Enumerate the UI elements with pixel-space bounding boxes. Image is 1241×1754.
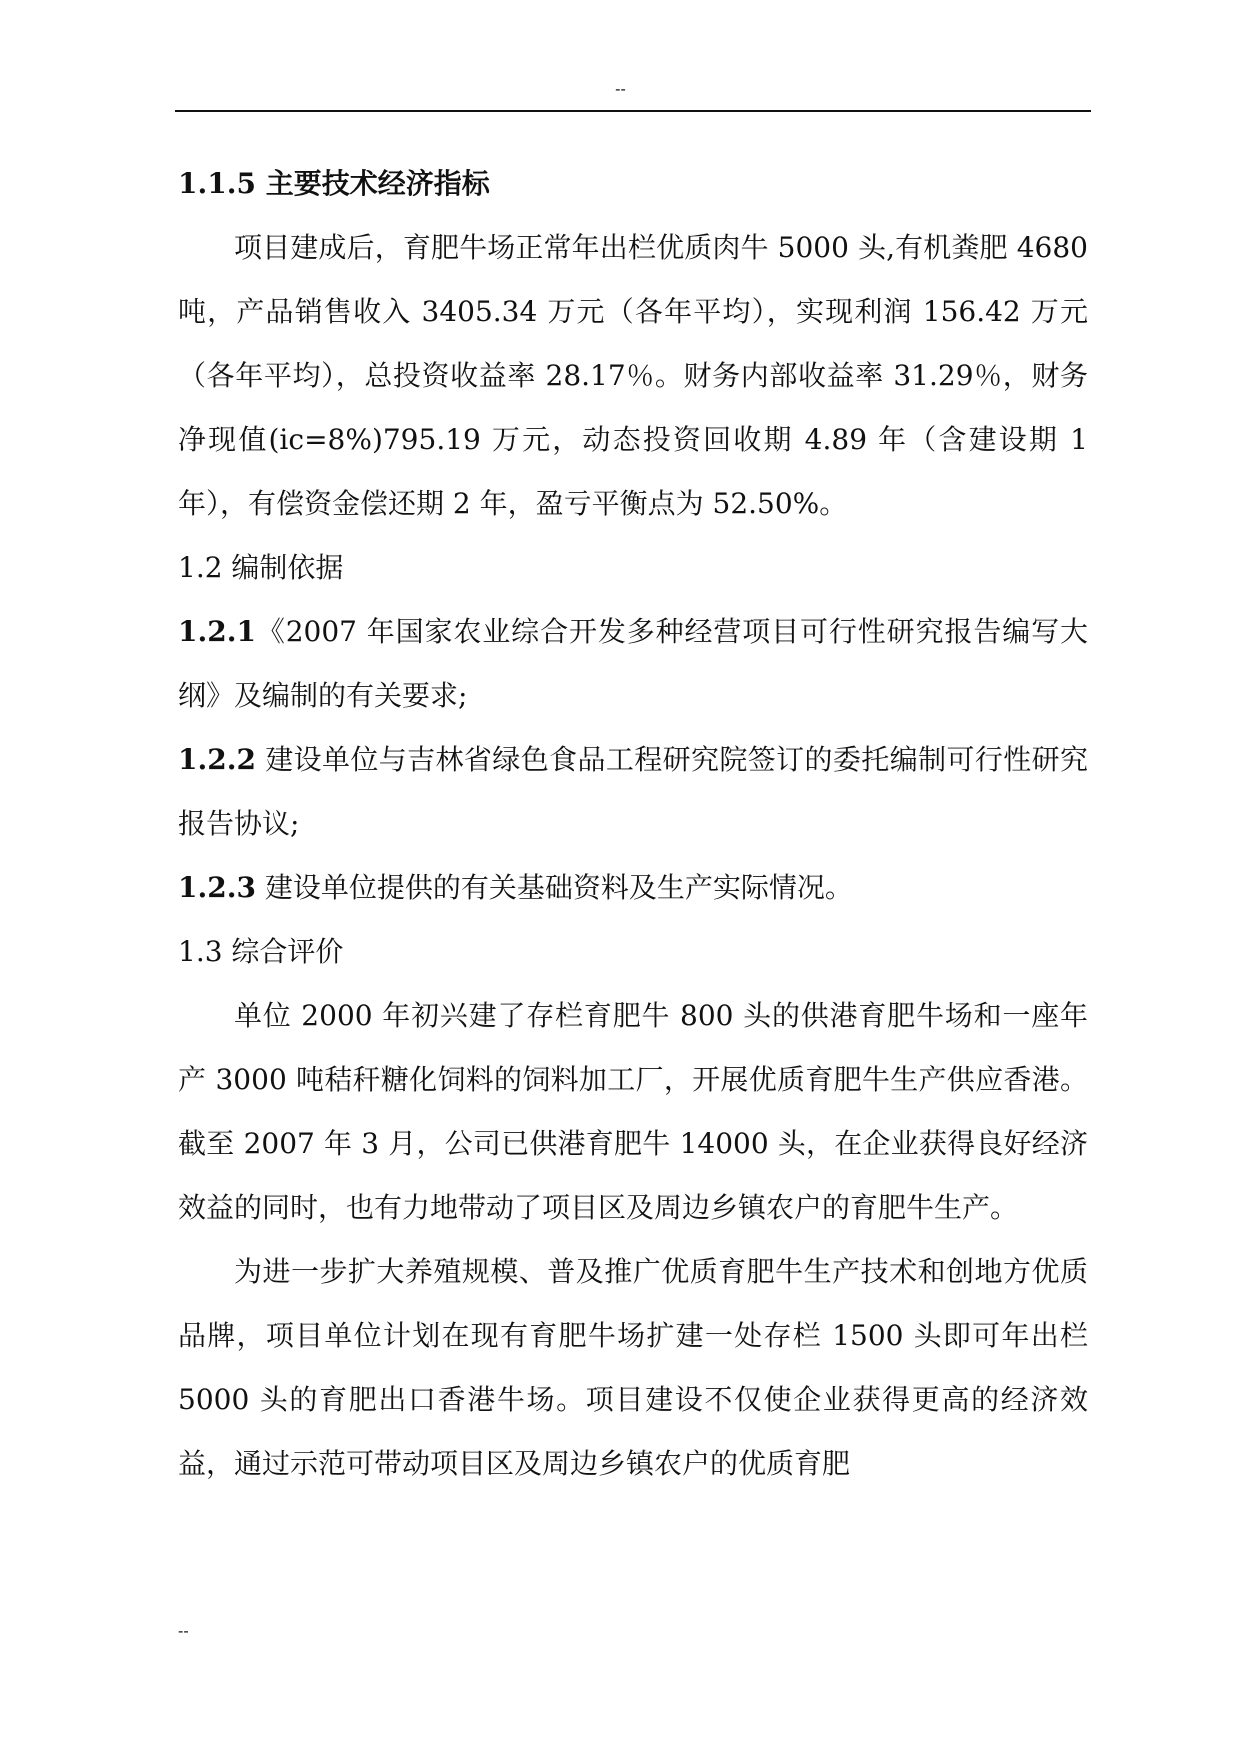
list-item-1-2-3 <box>178 856 1088 920</box>
section-heading-1-1-5: 1.1.5 主要技术经济指标 <box>178 167 490 200</box>
list-item-number: 1.2.1 <box>178 615 256 648</box>
list-item-1-2-1 <box>178 600 1088 728</box>
list-item-text: 建设单位提供的有关基础资料及生产实际情况。 <box>255 871 853 904</box>
header-rule <box>175 110 1091 112</box>
section-paragraph-1-3-a: 单位 2000 年初兴建了存栏育肥牛 800 头的供港育肥牛场和一座年产 3000 吨秸秆糖化饲料的饲料加工厂，开展优质育肥牛生产供应香港。截至 2007 年 3 月，公司已供港育肥牛 14000 头，在企业获得良好经济效益的同时，也有力地带动了项目区及周边乡镇农户的育肥牛生产。 <box>178 999 1088 1224</box>
list-item-text: 《2007 年国家农业综合开发多种经营项目可行性研究报告编写大纲》及编制的有关要求; <box>178 615 1088 712</box>
section-paragraph-1-3-b: 为进一步扩大养殖规模、普及推广优质育肥牛生产技术和创地方优质品牌，项目单位计划在现有育肥牛场扩建一处存栏 1500 头即可年出栏 5000 头的育肥出口香港牛场。项目建设不仅使企业获得更高的经济效益，通过示范可带动项目区及周边乡镇农户的优质育肥 <box>178 1255 1088 1480</box>
section-heading-1-2: 1.2 编制依据 <box>178 551 344 584</box>
list-item-text: 建设单位与吉林省绿色食品工程研究院签订的委托编制可行性研究报告协议; <box>178 743 1088 840</box>
list-item-number: 1.2.3 <box>178 871 256 904</box>
document-body <box>178 152 1088 1496</box>
section-paragraph-1-1-5: 项目建成后，育肥牛场正常年出栏优质肉牛 5000 头,有机粪肥 4680 吨，产品销售收入 3405.34 万元（各年平均），实现利润 156.42 万元（各年平均），总投资收益率 28.17％。财务内部收益率 31.29％，财务净现值(ic=8%)795.19 万元，动态投资回收期 4.89 年（含建设期 1 年），有偿资金偿还期 2 年，盈亏平衡点为 52.50%。 <box>178 231 1088 520</box>
list-item-1-2-2 <box>178 728 1088 856</box>
list-item-number: 1.2.2 <box>178 743 256 776</box>
section-heading-1-3: 1.3 综合评价 <box>178 935 344 968</box>
page-footer-mark: -- <box>178 1623 189 1640</box>
page-header-mark: -- <box>615 81 626 98</box>
